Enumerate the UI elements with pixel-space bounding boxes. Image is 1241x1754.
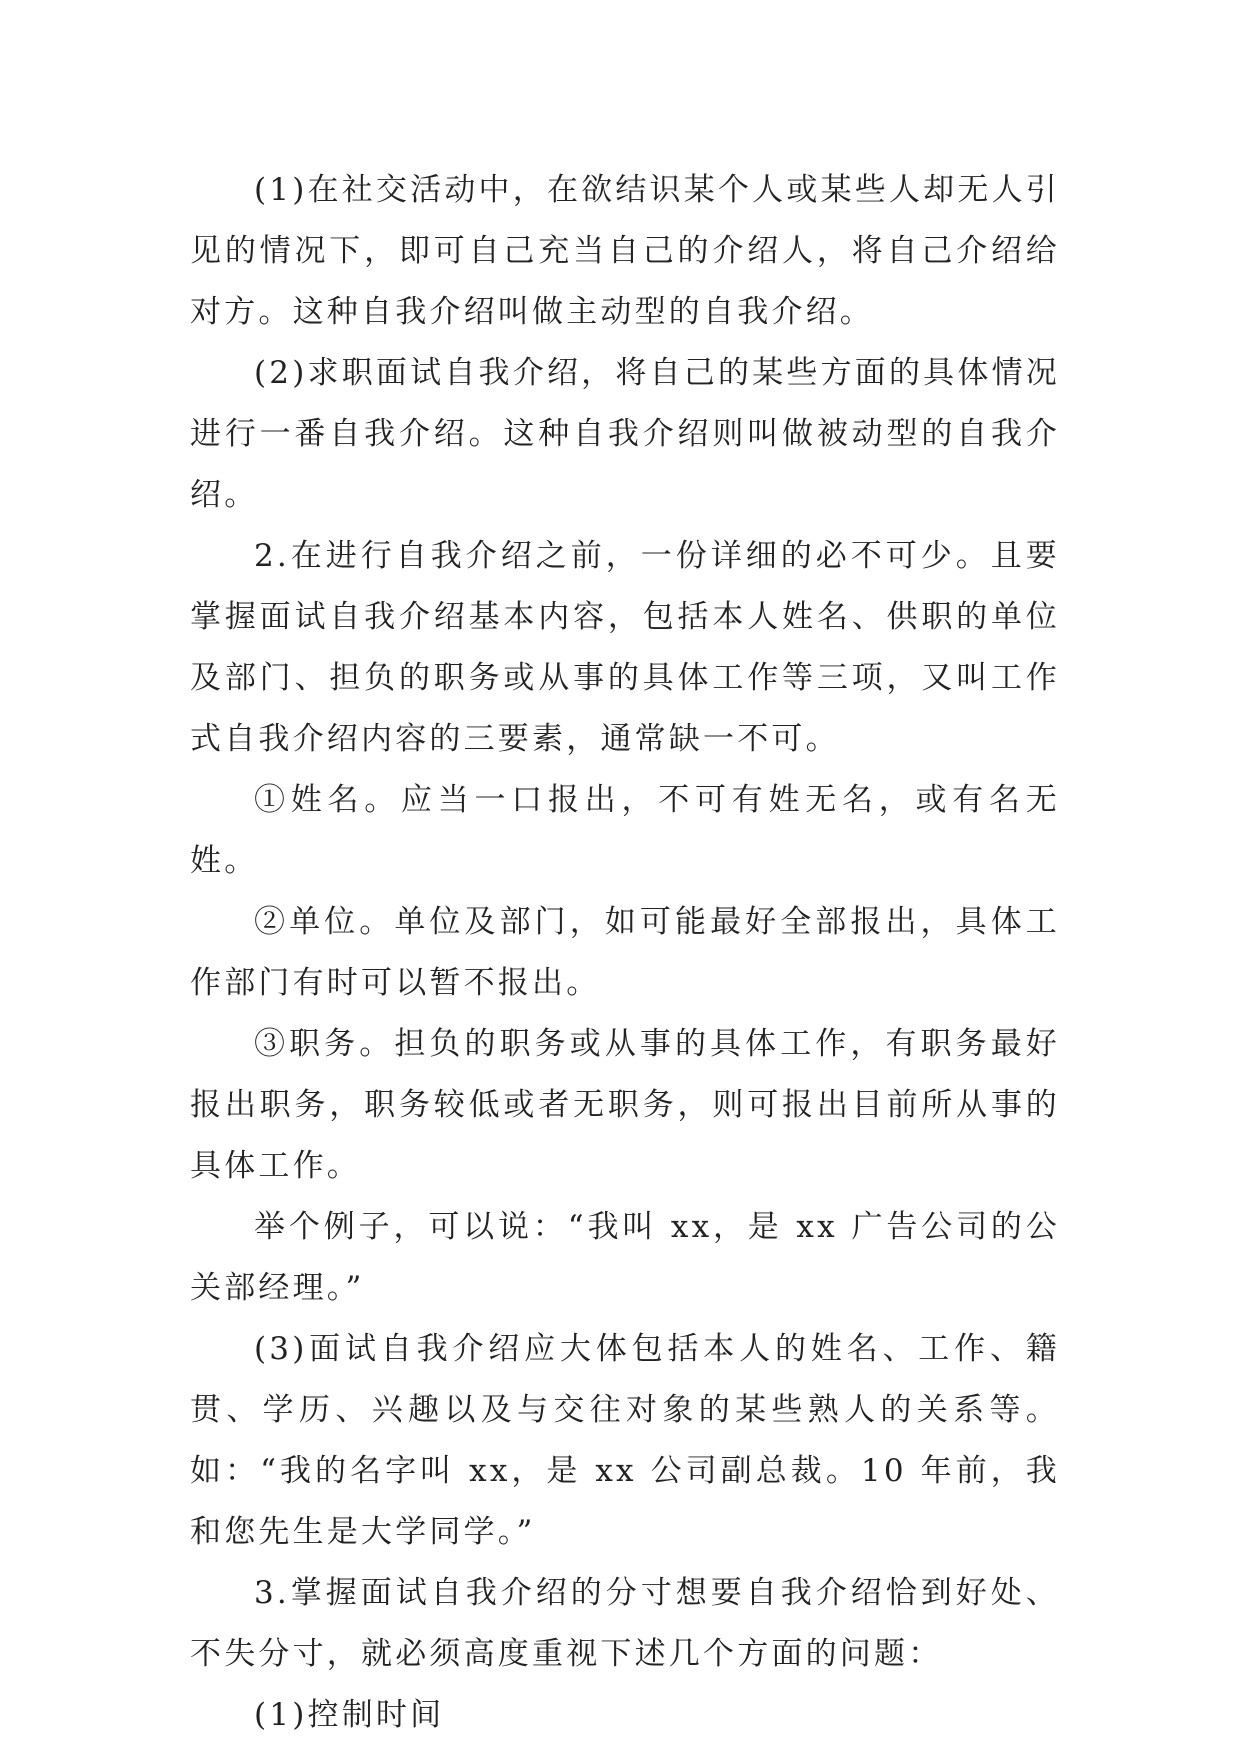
document-body — [190, 160, 1060, 1746]
paragraph-10: (1)控制时间 — [254, 1697, 445, 1733]
paragraph-2: (2)求职面试自我介绍，将自己的某些方面的具体情况进行一番自我介绍。这种自我介绍则叫做被动型的自我介绍。 — [190, 355, 1060, 513]
paragraph-7: 举个例子，可以说：“我叫 xx，是 xx 广告公司的公关部经理。” — [190, 1209, 1060, 1306]
paragraph-4: ①姓名。应当一口报出，不可有姓无名，或有名无姓。 — [190, 782, 1060, 879]
paragraph-9: 3.掌握面试自我介绍的分寸想要自我介绍恰到好处、不失分寸，就必须高度重视下述几个方面的问题： — [190, 1575, 1060, 1672]
paragraph-6: ③职务。担负的职务或从事的具体工作，有职务最好报出职务，职务较低或者无职务，则可报出目前所从事的具体工作。 — [190, 1026, 1060, 1184]
paragraph-5: ②单位。单位及部门，如可能最好全部报出，具体工作部门有时可以暂不报出。 — [190, 904, 1060, 1001]
paragraph-8: (3)面试自我介绍应大体包括本人的姓名、工作、籍贯、学历、兴趣以及与交往对象的某些熟人的关系等。如：“我的名字叫 xx，是 xx 公司副总裁。10 年前，我和您先生是大学同学。” — [190, 1331, 1060, 1550]
paragraph-3: 2.在进行自我介绍之前，一份详细的必不可少。且要掌握面试自我介绍基本内容，包括本人姓名、供职的单位及部门、担负的职务或从事的具体工作等三项，又叫工作式自我介绍内容的三要素，通常缺一不可。 — [190, 538, 1060, 757]
paragraph-1: (1)在社交活动中，在欲结识某个人或某些人却无人引见的情况下，即可自己充当自己的介绍人，将自己介绍给对方。这种自我介绍叫做主动型的自我介绍。 — [190, 172, 1060, 330]
